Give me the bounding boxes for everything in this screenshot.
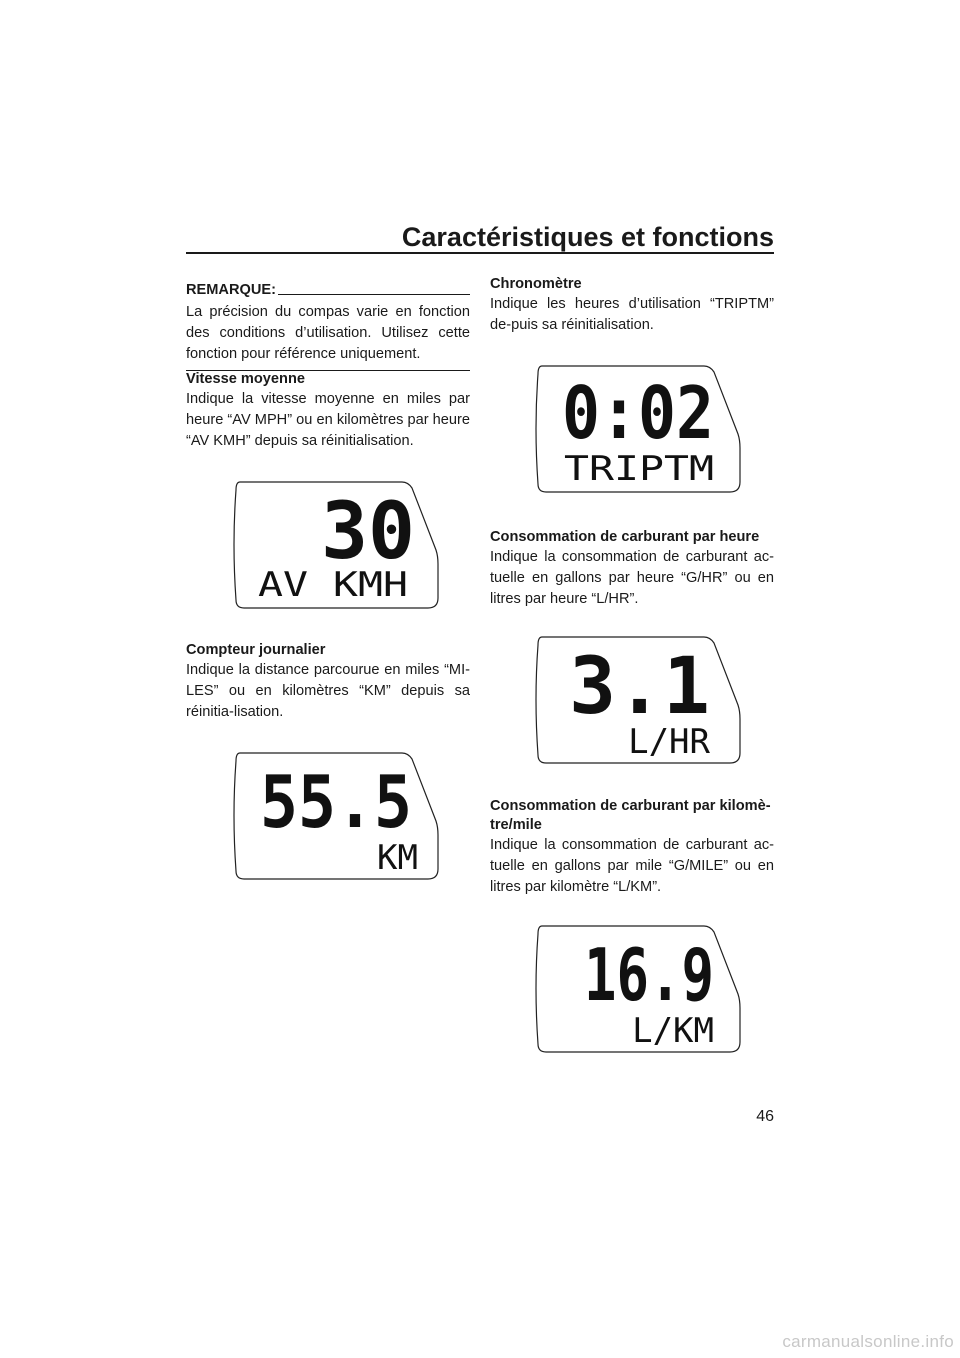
lcd-display-avg-speed bbox=[230, 480, 440, 610]
lcd-value: 0:02 bbox=[562, 371, 714, 455]
section-trip-meter bbox=[186, 641, 470, 723]
section-title: Consommation de carburant par kilomè-tre/mile bbox=[490, 798, 771, 833]
lcd-frame bbox=[532, 635, 742, 765]
header-rule bbox=[186, 252, 774, 254]
remark-rule bbox=[278, 294, 470, 295]
lcd-display-chronometer bbox=[532, 364, 742, 494]
page-title: Caractéristiques et fonctions bbox=[401, 222, 774, 252]
lcd-label: AV KMH bbox=[258, 565, 408, 605]
lcd-display-fuel-per-km bbox=[532, 924, 742, 1054]
section-title: Consommation de carburant par heure bbox=[490, 529, 760, 545]
remark-box bbox=[186, 281, 470, 371]
section-chronometer bbox=[490, 275, 774, 336]
section-avg-speed bbox=[186, 370, 470, 452]
page-number: 46 bbox=[756, 1108, 774, 1125]
remark-header bbox=[186, 281, 470, 300]
section-text: Indique la consommation de carburant ac-tuelle en gallons par heure “G/HR” ou en litres par heure “L/HR”. bbox=[490, 549, 774, 607]
section-fuel-per-hour bbox=[490, 528, 774, 610]
watermark: carmanualsonline.info bbox=[782, 1332, 954, 1351]
lcd-value: 55.5 bbox=[260, 760, 412, 844]
lcd-frame bbox=[230, 480, 440, 610]
section-text: Indique les heures d’utilisation “TRIPTM” de-puis sa réinitialisation. bbox=[490, 296, 774, 333]
section-title: Vitesse moyenne bbox=[186, 371, 305, 387]
lcd-frame bbox=[230, 751, 440, 881]
section-text: Indique la consommation de carburant ac-tuelle en gallons par mile “G/MILE” ou en litres par kilomètre “L/KM”. bbox=[490, 837, 774, 895]
lcd-label: KM bbox=[377, 838, 418, 878]
lcd-display-fuel-per-hour bbox=[532, 635, 742, 765]
lcd-frame bbox=[532, 924, 742, 1054]
lcd-label: TRIPTM bbox=[564, 449, 714, 489]
section-text: Indique la distance parcourue en miles “MI-LES” ou en kilomètres “KM” depuis sa réinitia-lisation. bbox=[186, 662, 470, 720]
section-title: Compteur journalier bbox=[186, 642, 326, 658]
lcd-display-trip-meter bbox=[230, 751, 440, 881]
section-text: Indique la vitesse moyenne en miles par heure “AV MPH” ou en kilomètres par heure “AV KMH” depuis sa réinitialisation. bbox=[186, 391, 470, 449]
lcd-label: L/KM bbox=[632, 1011, 714, 1051]
section-fuel-per-km bbox=[490, 797, 774, 898]
remark-text: La précision du compas varie en fonction des conditions d’utilisation. Utilisez cette fonction pour référence uniquement. bbox=[186, 304, 470, 362]
lcd-value: 30 bbox=[321, 487, 415, 577]
lcd-frame bbox=[532, 364, 742, 494]
lcd-value: 16.9 bbox=[584, 933, 714, 1017]
lcd-value: 3.1 bbox=[569, 642, 710, 732]
section-title: Chronomètre bbox=[490, 276, 582, 292]
remark-title: REMARQUE: bbox=[186, 282, 276, 298]
lcd-label: L/HR bbox=[628, 722, 710, 762]
